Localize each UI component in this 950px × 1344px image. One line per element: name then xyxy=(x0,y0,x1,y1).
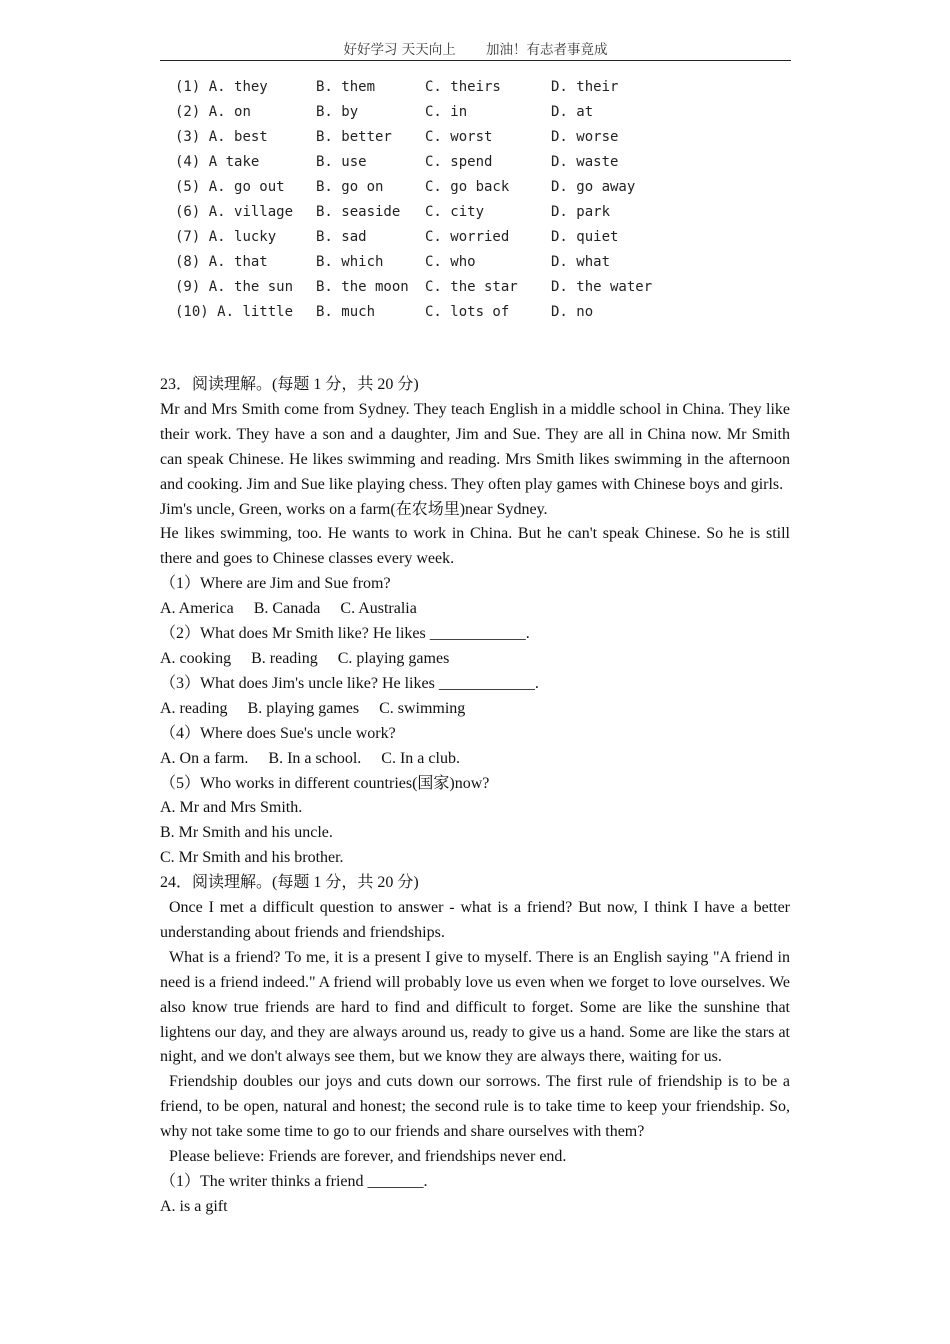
reading-sections xyxy=(160,373,790,1220)
cloze-options-list xyxy=(175,76,695,326)
option-b: B. sad xyxy=(316,229,367,245)
section-23-heading: 23．阅读理解。(每题 1 分，共 20 分) xyxy=(160,376,419,393)
option-b: B. which xyxy=(316,254,384,270)
page-header xyxy=(160,38,791,61)
passage-24-paragraph: Friendship doubles our joys and cuts down our sorrows. The first rule of friendship is to be a friend, to be open, natural and honest; the second rule is to take time to keep your friendship. So, why not take some time to go to our friends and share ourselves with them? xyxy=(160,1073,790,1141)
section-24-heading: 24．阅读理解。(每题 1 分，共 20 分) xyxy=(160,874,419,892)
passage-24-paragraph: What is a friend? To me, it is a present I give to myself. There is an English saying "A friend in need is a friend indeed." A friend will probably love us even when we forget to love ourselves. We also know true friends are hard to find and difficult to forget. Some are like the sunshine that lightens our day, and they are always around us, ready to give us a hand. Some are like the stars at night, and we don't always see them, but we know they are always there, waiting for us. xyxy=(160,948,790,1066)
answer-choices: A. reading B. playing games C. swimming xyxy=(160,699,466,717)
answer-choices: A. America B. Canada C. Australia xyxy=(160,600,417,618)
option-row xyxy=(175,201,695,226)
option-b: B. better xyxy=(316,129,392,145)
option-a: (3) A. best xyxy=(175,129,268,145)
option-d: D. at xyxy=(551,104,594,120)
question: （1）Where are Jim and Sue from? xyxy=(160,575,391,593)
option-c: C. theirs xyxy=(425,79,501,95)
option-b: B. by xyxy=(316,104,359,120)
option-row xyxy=(175,251,695,276)
answer-choice: B. Mr Smith and his uncle. xyxy=(160,824,333,842)
question: （2）What does Mr Smith like? He likes ____________. xyxy=(160,625,530,643)
option-c: C. city xyxy=(425,204,485,220)
option-c: C. the star xyxy=(425,279,518,295)
answer-choice: A. Mr and Mrs Smith. xyxy=(160,799,303,817)
option-a: (10) A. little xyxy=(175,304,294,320)
passage-23-paragraph: Mr and Mrs Smith come from Sydney. They teach English in a middle school in China. They like their work. They have a son and a daughter, Jim and Sue. They are all in China now. Mr Smith can speak Chinese. He likes swimming and reading. Mrs Smith likes swimming in the afternoon and cooking. Jim and Sue like playing chess. They often play games with Chinese boys and girls. xyxy=(160,400,790,493)
option-c: C. worried xyxy=(425,229,510,245)
option-c: C. who xyxy=(425,254,476,270)
option-a: (2) A. on xyxy=(175,104,251,120)
option-row xyxy=(175,151,695,176)
answer-choice: C. Mr Smith and his brother. xyxy=(160,849,344,867)
option-d: D. the water xyxy=(551,279,653,295)
option-a: (8) A. that xyxy=(175,254,268,270)
option-d: D. worse xyxy=(551,129,619,145)
option-b: B. them xyxy=(316,79,376,95)
option-d: D. no xyxy=(551,304,594,320)
question: （5）Who works in different countries(国家)now? xyxy=(160,774,490,792)
option-b: B. the moon xyxy=(316,279,409,295)
option-c: C. lots of xyxy=(425,304,510,320)
header-left-motto: 好好学习 天天向上 xyxy=(343,42,456,58)
passage-23-paragraph: He likes swimming, too. He wants to work in China. But he can't speak Chinese. So he is still there and goes to Chinese classes every week. xyxy=(160,525,790,568)
option-c: C. spend xyxy=(425,154,493,170)
option-d: D. quiet xyxy=(551,229,619,245)
answer-choice: A. is a gift xyxy=(160,1197,228,1215)
option-d: D. park xyxy=(551,204,611,220)
option-d: D. what xyxy=(551,254,611,270)
option-a: (4) A take xyxy=(175,154,260,170)
option-a: (6) A. village xyxy=(175,204,294,220)
option-a: (1) A. they xyxy=(175,79,268,95)
option-a: (7) A. lucky xyxy=(175,229,277,245)
option-d: D. waste xyxy=(551,154,619,170)
option-d: D. their xyxy=(551,79,619,95)
option-c: C. worst xyxy=(425,129,493,145)
option-c: C. in xyxy=(425,104,468,120)
option-b: B. go on xyxy=(316,179,384,195)
option-a: (9) A. the sun xyxy=(175,279,294,295)
option-row xyxy=(175,276,695,301)
answer-choices: A. On a farm. B. In a school. C. In a club. xyxy=(160,749,460,767)
question: （4）Where does Sue's uncle work? xyxy=(160,724,396,742)
header-right-motto: 加油！有志者事竟成 xyxy=(486,42,608,58)
option-b: B. seaside xyxy=(316,204,401,220)
option-row xyxy=(175,76,695,101)
question: （1）The writer thinks a friend _______. xyxy=(160,1173,428,1190)
passage-23-paragraph: Jim's uncle, Green, works on a farm(在农场里)near Sydney. xyxy=(160,500,548,518)
option-row xyxy=(175,176,695,201)
option-row xyxy=(175,101,695,126)
passage-24-paragraph: Once I met a difficult question to answer - what is a friend? But now, I think I have a better understanding about friends and friendships. xyxy=(160,899,790,941)
passage-24-paragraph: Please believe: Friends are forever, and friendships never end. xyxy=(169,1148,567,1166)
option-b: B. use xyxy=(316,154,367,170)
question: （3）What does Jim's uncle like? He likes ____________. xyxy=(160,674,539,692)
option-row xyxy=(175,301,695,326)
option-row xyxy=(175,126,695,151)
option-c: C. go back xyxy=(425,179,510,195)
option-d: D. go away xyxy=(551,179,636,195)
option-row xyxy=(175,226,695,251)
option-b: B. much xyxy=(316,304,376,320)
answer-choices: A. cooking B. reading C. playing games xyxy=(160,649,450,667)
option-a: (5) A. go out xyxy=(175,179,285,195)
